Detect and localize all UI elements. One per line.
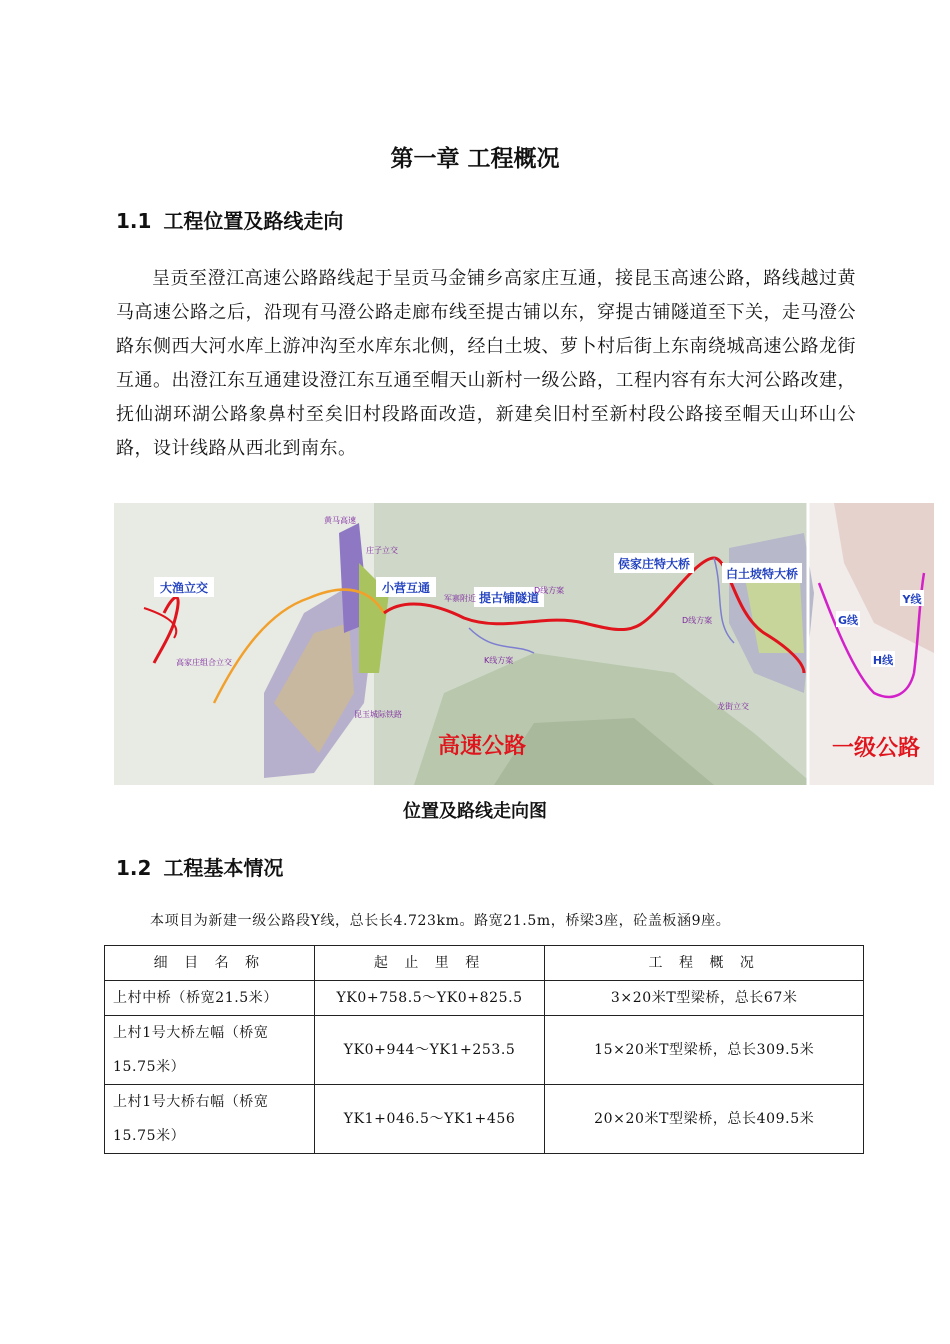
map-label-h-line: H线 (872, 654, 894, 667)
map-label-xiaoying: 小营互通 (381, 581, 431, 595)
cell-desc: 3×20米T型梁桥，总长67米 (545, 981, 864, 1016)
section-title: 工程位置及路线走向 (163, 209, 344, 233)
map-label-houjiazhuang: 侯家庄特大桥 (617, 557, 691, 571)
map-label-dayu: 大渔立交 (159, 581, 209, 595)
map-label-class1: 一级公路 (832, 736, 921, 761)
map-label-baitupo: 白土坡特大桥 (725, 567, 799, 581)
section-title: 工程基本情况 (163, 856, 284, 880)
map-label-huangma: 黄马高速 (324, 516, 356, 525)
header-desc: 工 程 概 况 (545, 946, 864, 981)
map-label-g-line: G线 (837, 614, 859, 627)
cell-range: YK0+758.5～YK0+825.5 (314, 981, 545, 1016)
cell-range: YK0+944～YK1+253.5 (314, 1016, 545, 1085)
section-number: 1.1 (116, 209, 152, 233)
chapter-title: 第一章 工程概况 (390, 146, 560, 172)
map-label-plan2: D线方案 (534, 586, 565, 595)
body-paragraph: 呈贡至澄江高速公路路线起于呈贡马金铺乡高家庄互通，接昆玉高速公路，路线越过黄马高速公路之后，沿现有马澄公路走廊布线至提古铺以东，穿提古铺隧道至下关，走马澄公路东侧西大河水库上游冲沟至水库东北侧，经白土坡、萝卜村后街上东南绕城高速公路龙街互通。出澄江东互通建设澄江东互通至帽天山新村一级公路，工程内容有东大河公路改建，抚仙湖环湖公路象鼻村至矣旧村段路面改造，新建矣旧村至新村段公路接至帽天山环山公路，设计线路从西北到南东。 (116, 268, 856, 459)
map-label-kunyu: 昆玉城际铁路 (354, 710, 402, 719)
map-label-k-plan: K线方案 (484, 656, 514, 665)
map-label-expressway: 高速公路 (438, 734, 527, 759)
table-row (105, 1016, 864, 1085)
section-heading-1 (116, 205, 343, 234)
map-label-y-line: Y线 (902, 593, 922, 606)
table-row (105, 981, 864, 1016)
cell-desc: 15×20米T型梁桥，总长309.5米 (545, 1016, 864, 1085)
cell-desc: 20×20米T型梁桥，总长409.5米 (545, 1085, 864, 1154)
cell-name: 上村1号大桥左幅（桥宽15.75米） (105, 1016, 315, 1085)
map-label-longjie: 龙街立交 (717, 702, 749, 711)
map-label-d-plan: D线方案 (682, 616, 713, 625)
header-range: 起 止 里 程 (314, 946, 545, 981)
cell-name: 上村1号大桥右幅（桥宽15.75米） (105, 1085, 315, 1154)
map-label-gaojiazhuang: 高家庄组合立交 (176, 658, 232, 667)
works-table (104, 945, 864, 1154)
table-header-row (105, 946, 864, 981)
cell-name: 上村中桥（桥宽21.5米） (105, 981, 315, 1016)
table-row (105, 1085, 864, 1154)
project-summary: 本项目为新建一级公路段Y线，总长长4.723km。路宽21.5m，桥梁3座，砼盖板涵9座。 (150, 913, 731, 929)
section-number: 1.2 (116, 856, 152, 880)
map-label-tigupu: 提古铺隧道 (478, 591, 540, 605)
header-name: 细 目 名 称 (105, 946, 315, 981)
map-label-zhuangzi: 庄子立交 (366, 546, 398, 555)
figure-caption: 位置及路线走向图 (403, 801, 547, 822)
cell-range: YK1+046.5～YK1+456 (314, 1085, 545, 1154)
map-label-junyuan: 军寨附近 (444, 594, 476, 603)
location-route-map (114, 503, 934, 785)
section-heading-2 (116, 852, 283, 881)
